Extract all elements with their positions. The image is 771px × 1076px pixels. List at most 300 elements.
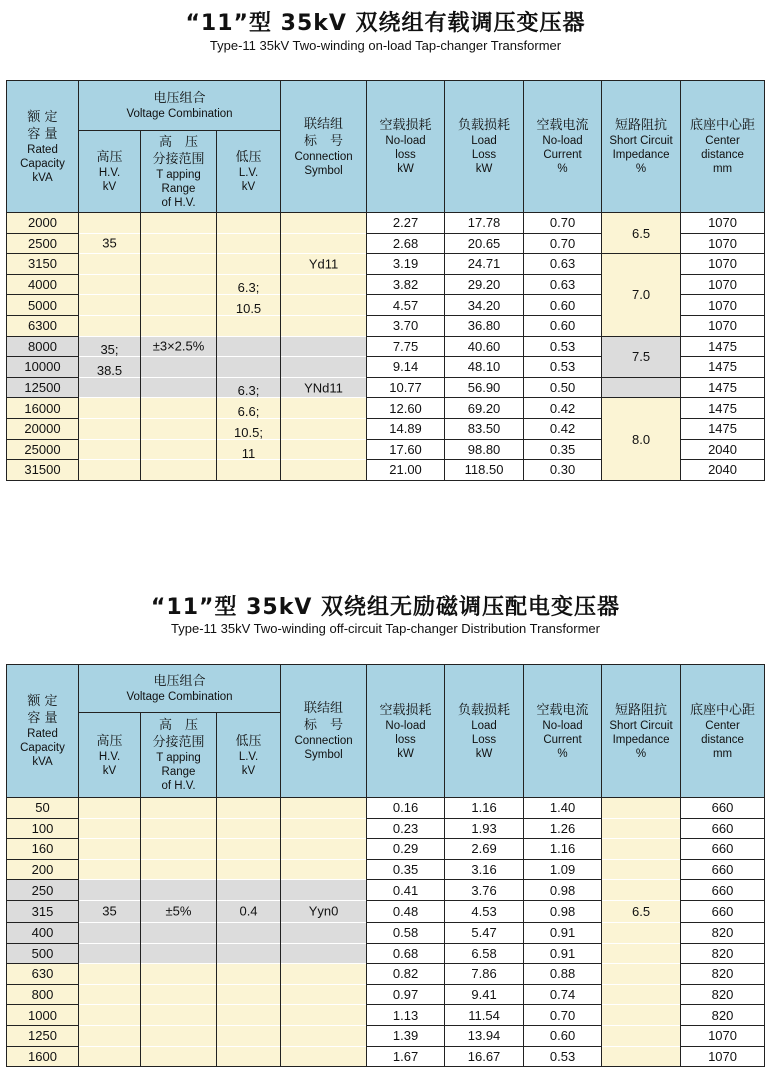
capacity-cell: 8000 bbox=[7, 336, 79, 357]
load-loss-cell: 11.54 bbox=[445, 1005, 524, 1026]
lv-cell bbox=[217, 274, 281, 316]
merged-value bbox=[79, 339, 140, 381]
header-line: mm bbox=[712, 747, 733, 760]
connection-cell bbox=[281, 839, 367, 860]
merged-line: ±3×2.5% bbox=[152, 338, 205, 354]
hv-cell bbox=[79, 1025, 141, 1046]
header-line: Center bbox=[705, 719, 740, 732]
table2 bbox=[6, 664, 765, 1067]
hv-cell bbox=[79, 315, 141, 336]
connection-cell bbox=[281, 233, 367, 254]
tap-range-cell bbox=[141, 398, 217, 419]
load-loss-header bbox=[445, 81, 524, 213]
center-distance-cell: 660 bbox=[681, 798, 765, 819]
noload-current-cell: 0.42 bbox=[524, 418, 602, 439]
load-loss-cell: 5.47 bbox=[445, 922, 524, 943]
tap-range-cell bbox=[141, 900, 217, 922]
lv-cell bbox=[217, 1025, 281, 1046]
impedance-cell: 7.5 bbox=[602, 336, 681, 377]
header-line: 标 号 bbox=[304, 718, 344, 733]
header-line: mm bbox=[712, 163, 733, 175]
header-line: 联结组 bbox=[304, 116, 344, 132]
table2-title-zh: “11”型 35kV 双绕组无励磁调压配电变压器 bbox=[150, 595, 621, 620]
merged-line: 6.5 bbox=[631, 903, 651, 919]
noload-current-cell: 0.70 bbox=[524, 1005, 602, 1026]
table-row bbox=[7, 900, 765, 922]
center-distance-cell: 660 bbox=[681, 818, 765, 839]
noload-loss-cell: 10.77 bbox=[367, 377, 445, 398]
center-distance-cell: 660 bbox=[681, 859, 765, 880]
merged-line: 35 bbox=[102, 235, 117, 251]
capacity-cell: 12500 bbox=[7, 377, 79, 398]
capacity-cell: 1000 bbox=[7, 1005, 79, 1026]
merged-line: 6.6; bbox=[237, 403, 260, 419]
connection-cell bbox=[281, 274, 367, 295]
center-distance-cell: 1070 bbox=[681, 274, 765, 295]
header-line: No-load bbox=[542, 135, 583, 147]
header-line: 联结组 bbox=[304, 701, 344, 716]
header-line: of H.V. bbox=[161, 196, 196, 209]
noload-current-cell: 0.88 bbox=[524, 964, 602, 985]
impedance-cell bbox=[602, 880, 681, 901]
center-distance-cell: 1070 bbox=[681, 213, 765, 234]
header-line: 高压 bbox=[96, 150, 123, 165]
merged-line: 6.3; bbox=[237, 279, 260, 295]
noload-loss-cell: 12.60 bbox=[367, 398, 445, 419]
capacity-cell: 250 bbox=[7, 880, 79, 901]
center-distance-cell: 660 bbox=[681, 900, 765, 922]
lv-cell bbox=[217, 943, 281, 964]
noload-loss-cell: 7.75 bbox=[367, 336, 445, 357]
noload-loss-cell: 0.29 bbox=[367, 839, 445, 860]
header-line: Capacity bbox=[20, 157, 65, 170]
header-line: Current bbox=[543, 149, 582, 161]
noload-loss-cell: 21.00 bbox=[367, 460, 445, 481]
hv-cell bbox=[79, 439, 141, 460]
connection-cell bbox=[281, 377, 367, 398]
hv-cell bbox=[79, 1005, 141, 1026]
header-line: loss bbox=[395, 149, 416, 161]
load-loss-cell: 17.78 bbox=[445, 213, 524, 234]
noload-current-cell: 1.26 bbox=[524, 818, 602, 839]
table-row bbox=[7, 213, 765, 234]
noload-loss-cell: 3.19 bbox=[367, 254, 445, 275]
header-line: 高 压 bbox=[158, 134, 198, 150]
hv-cell bbox=[79, 336, 141, 378]
hv-cell bbox=[79, 984, 141, 1005]
hv-cell bbox=[79, 900, 141, 922]
impedance-header bbox=[602, 81, 681, 213]
hv-cell bbox=[79, 233, 141, 254]
header-line: Short Circuit bbox=[609, 719, 673, 732]
lv-cell bbox=[217, 1005, 281, 1026]
table-row bbox=[7, 818, 765, 839]
hv-cell bbox=[79, 922, 141, 943]
capacity-cell: 6300 bbox=[7, 315, 79, 336]
table1-title-en: Type-11 35kV Two-winding on-load Tap-changer Transformer bbox=[209, 38, 562, 53]
noload-current-cell: 0.91 bbox=[524, 922, 602, 943]
lv-cell bbox=[217, 336, 281, 357]
connection-cell bbox=[281, 295, 367, 316]
noload-loss-cell: 0.16 bbox=[367, 798, 445, 819]
center-distance-cell: 820 bbox=[681, 1005, 765, 1026]
connection-cell bbox=[281, 922, 367, 943]
center-distance-cell: 1070 bbox=[681, 1046, 765, 1067]
impedance-cell bbox=[602, 900, 681, 922]
header-line: 负载损耗 bbox=[458, 118, 511, 133]
noload-loss-cell: 0.23 bbox=[367, 818, 445, 839]
noload-current-cell: 0.63 bbox=[524, 274, 602, 295]
center-distance-cell: 1070 bbox=[681, 315, 765, 336]
load-loss-cell: 40.60 bbox=[445, 336, 524, 357]
lv-cell bbox=[217, 900, 281, 922]
tap-range-cell bbox=[141, 439, 217, 460]
header-line: kW bbox=[397, 747, 414, 760]
noload-loss-cell: 0.41 bbox=[367, 880, 445, 901]
header-line: Rated bbox=[27, 143, 58, 156]
load-loss-cell: 69.20 bbox=[445, 398, 524, 419]
tap-range-cell bbox=[141, 798, 217, 819]
tap-range-cell bbox=[141, 295, 217, 316]
tap-range-cell bbox=[141, 377, 217, 398]
header-line: % bbox=[635, 747, 647, 760]
noload-current-cell: 0.70 bbox=[524, 213, 602, 234]
noload-current-cell: 0.53 bbox=[524, 357, 602, 378]
hv-cell bbox=[79, 254, 141, 275]
center-distance-cell: 820 bbox=[681, 964, 765, 985]
header-line: kV bbox=[241, 181, 256, 193]
impedance-cell bbox=[602, 1005, 681, 1026]
capacity-header bbox=[7, 665, 79, 798]
header-line: Loss bbox=[471, 733, 497, 746]
header-line: 低压 bbox=[235, 150, 262, 165]
hv-cell bbox=[79, 1046, 141, 1067]
header-line: Range bbox=[161, 182, 196, 195]
connection-cell bbox=[281, 1025, 367, 1046]
noload-loss-cell: 1.39 bbox=[367, 1025, 445, 1046]
noload-loss-header bbox=[367, 665, 445, 798]
load-loss-cell: 98.80 bbox=[445, 439, 524, 460]
header-line: 分接范围 bbox=[152, 735, 205, 750]
load-loss-cell: 56.90 bbox=[445, 377, 524, 398]
capacity-cell: 2500 bbox=[7, 233, 79, 254]
connection-cell bbox=[281, 859, 367, 880]
noload-loss-cell: 0.58 bbox=[367, 922, 445, 943]
load-loss-header bbox=[445, 665, 524, 798]
impedance-cell bbox=[602, 859, 681, 880]
load-loss-cell: 9.41 bbox=[445, 984, 524, 1005]
capacity-cell: 3150 bbox=[7, 254, 79, 275]
header-line: distance bbox=[701, 149, 744, 161]
header-line: L.V. bbox=[238, 750, 259, 763]
center-distance-cell: 660 bbox=[681, 839, 765, 860]
header-row bbox=[7, 665, 765, 713]
impedance-cell bbox=[602, 377, 681, 398]
merged-value bbox=[217, 380, 280, 464]
capacity-cell: 5000 bbox=[7, 295, 79, 316]
header-line: 电压组合 bbox=[153, 91, 206, 106]
noload-loss-cell: 17.60 bbox=[367, 439, 445, 460]
merged-line: 10.5; bbox=[234, 424, 263, 440]
tap-range-cell bbox=[141, 336, 217, 357]
header-line: kVA bbox=[32, 171, 53, 184]
header-line: Voltage Combination bbox=[126, 108, 233, 120]
noload-loss-cell: 0.82 bbox=[367, 964, 445, 985]
noload-loss-cell: 2.68 bbox=[367, 233, 445, 254]
load-loss-cell: 2.69 bbox=[445, 839, 524, 860]
table-row bbox=[7, 922, 765, 943]
header-line: loss bbox=[395, 733, 416, 746]
connection-header bbox=[281, 81, 367, 213]
table-row bbox=[7, 1025, 765, 1046]
hv-header bbox=[79, 131, 141, 213]
header-line: 低压 bbox=[235, 733, 262, 749]
header-line: Short Circuit bbox=[609, 135, 673, 147]
capacity-cell: 25000 bbox=[7, 439, 79, 460]
merged-value bbox=[141, 901, 216, 922]
noload-loss-cell: 14.89 bbox=[367, 418, 445, 439]
header-line: kV bbox=[241, 764, 256, 777]
header-line: Impedance bbox=[612, 149, 670, 161]
tap-range-header bbox=[141, 713, 217, 798]
noload-current-cell: 0.74 bbox=[524, 984, 602, 1005]
tap-range-header bbox=[141, 131, 217, 213]
noload-current-cell: 0.30 bbox=[524, 460, 602, 481]
capacity-cell: 160 bbox=[7, 839, 79, 860]
impedance-header bbox=[602, 665, 681, 798]
connection-cell bbox=[281, 964, 367, 985]
noload-loss-cell: 4.57 bbox=[367, 295, 445, 316]
noload-loss-cell: 2.27 bbox=[367, 213, 445, 234]
noload-current-cell: 0.70 bbox=[524, 233, 602, 254]
table-row bbox=[7, 1046, 765, 1067]
lv-cell bbox=[217, 233, 281, 254]
center-distance-cell: 1070 bbox=[681, 295, 765, 316]
header-line: 底座中心距 bbox=[690, 702, 756, 718]
noload-loss-cell: 0.97 bbox=[367, 984, 445, 1005]
capacity-cell: 20000 bbox=[7, 418, 79, 439]
header-line: Load bbox=[471, 719, 497, 732]
center-distance-cell: 1070 bbox=[681, 1025, 765, 1046]
connection-cell bbox=[281, 943, 367, 964]
lv-cell bbox=[217, 839, 281, 860]
header-line: of H.V. bbox=[161, 780, 196, 792]
load-loss-cell: 3.76 bbox=[445, 880, 524, 901]
center-distance-cell: 1475 bbox=[681, 357, 765, 378]
tap-range-cell bbox=[141, 233, 217, 254]
connection-cell bbox=[281, 984, 367, 1005]
header-line: 空载损耗 bbox=[379, 118, 432, 133]
header-line: Load bbox=[471, 135, 497, 147]
load-loss-cell: 1.93 bbox=[445, 818, 524, 839]
capacity-cell: 1600 bbox=[7, 1046, 79, 1067]
impedance-cell bbox=[602, 818, 681, 839]
impedance-cell bbox=[602, 1025, 681, 1046]
load-loss-cell: 3.16 bbox=[445, 859, 524, 880]
load-loss-cell: 48.10 bbox=[445, 357, 524, 378]
capacity-cell: 10000 bbox=[7, 357, 79, 378]
header-line: Symbol bbox=[304, 164, 343, 177]
load-loss-cell: 34.20 bbox=[445, 295, 524, 316]
header-line: L.V. bbox=[238, 167, 259, 179]
merged-line: Yyn0 bbox=[308, 903, 339, 919]
merged-value bbox=[141, 336, 216, 357]
center-distance-cell: 1070 bbox=[681, 254, 765, 275]
connection-cell bbox=[281, 798, 367, 819]
impedance-cell bbox=[602, 943, 681, 964]
noload-current-cell: 0.63 bbox=[524, 254, 602, 275]
noload-current-cell: 1.40 bbox=[524, 798, 602, 819]
load-loss-cell: 7.86 bbox=[445, 964, 524, 985]
capacity-cell: 200 bbox=[7, 859, 79, 880]
merged-line: 0.4 bbox=[239, 903, 258, 919]
noload-current-cell: 0.91 bbox=[524, 943, 602, 964]
tap-range-cell bbox=[141, 839, 217, 860]
header-line: 空载电流 bbox=[536, 702, 589, 718]
header-line: H.V. bbox=[98, 167, 121, 179]
table2-title-en: Type-11 35kV Two-winding off-circuit Tap-changer Distribution Transformer bbox=[171, 621, 600, 636]
load-loss-cell: 16.67 bbox=[445, 1046, 524, 1067]
load-loss-cell: 13.94 bbox=[445, 1025, 524, 1046]
header-line: 短路阻抗 bbox=[615, 702, 668, 718]
capacity-cell: 400 bbox=[7, 922, 79, 943]
impedance-cell bbox=[602, 1046, 681, 1067]
table-row bbox=[7, 880, 765, 901]
lv-cell bbox=[217, 859, 281, 880]
lv-cell bbox=[217, 964, 281, 985]
hv-cell bbox=[79, 839, 141, 860]
tap-range-cell bbox=[141, 1025, 217, 1046]
header-line: distance bbox=[701, 733, 744, 746]
header-line: kW bbox=[475, 163, 493, 175]
noload-loss-cell: 1.13 bbox=[367, 1005, 445, 1026]
load-loss-cell: 118.50 bbox=[445, 460, 524, 481]
tap-range-cell bbox=[141, 943, 217, 964]
header-line: Loss bbox=[471, 149, 497, 161]
load-loss-cell: 29.20 bbox=[445, 274, 524, 295]
connection-cell bbox=[281, 818, 367, 839]
lv-cell bbox=[217, 984, 281, 1005]
merged-value bbox=[281, 377, 366, 398]
load-loss-cell: 6.58 bbox=[445, 943, 524, 964]
hv-cell bbox=[79, 880, 141, 901]
header-line: % bbox=[635, 163, 647, 175]
table1 bbox=[6, 80, 765, 481]
center-distance-header bbox=[681, 665, 765, 798]
header-row bbox=[7, 81, 765, 131]
hv-cell bbox=[79, 460, 141, 481]
lv-cell bbox=[217, 377, 281, 461]
header-line: T apping bbox=[156, 752, 201, 764]
tap-range-cell bbox=[141, 357, 217, 378]
center-distance-cell: 1475 bbox=[681, 336, 765, 357]
hv-cell bbox=[79, 798, 141, 819]
noload-current-cell: 0.53 bbox=[524, 1046, 602, 1067]
merged-line: 6.3; bbox=[237, 382, 260, 398]
connection-cell bbox=[281, 1046, 367, 1067]
capacity-cell: 2000 bbox=[7, 213, 79, 234]
connection-cell bbox=[281, 213, 367, 234]
header-line: 容 量 bbox=[27, 126, 58, 142]
connection-cell bbox=[281, 254, 367, 275]
center-distance-cell: 820 bbox=[681, 943, 765, 964]
connection-cell bbox=[281, 357, 367, 378]
header-line: Connection bbox=[294, 150, 353, 163]
capacity-cell: 16000 bbox=[7, 398, 79, 419]
tap-range-cell bbox=[141, 1005, 217, 1026]
tap-range-cell bbox=[141, 254, 217, 275]
hv-cell bbox=[79, 295, 141, 316]
noload-loss-header bbox=[367, 81, 445, 213]
header-line: Symbol bbox=[304, 749, 343, 761]
merged-value bbox=[281, 901, 366, 922]
hv-cell bbox=[79, 943, 141, 964]
capacity-cell: 315 bbox=[7, 900, 79, 922]
header-line: kV bbox=[102, 764, 117, 777]
header-line: Impedance bbox=[612, 733, 670, 746]
header-line: No-load bbox=[385, 719, 426, 732]
header-line: % bbox=[557, 747, 568, 760]
merged-line: 35 bbox=[102, 903, 117, 919]
noload-loss-cell: 9.14 bbox=[367, 357, 445, 378]
voltage-combination-header bbox=[79, 665, 281, 713]
lv-cell bbox=[217, 798, 281, 819]
impedance-cell bbox=[602, 984, 681, 1005]
tap-range-cell bbox=[141, 922, 217, 943]
tap-range-cell bbox=[141, 1046, 217, 1067]
header-line: 空载损耗 bbox=[379, 702, 432, 718]
tap-range-cell bbox=[141, 315, 217, 336]
connection-cell bbox=[281, 315, 367, 336]
noload-current-cell: 0.60 bbox=[524, 1025, 602, 1046]
header-line: 电压组合 bbox=[153, 674, 206, 689]
lv-cell bbox=[217, 213, 281, 234]
table-row bbox=[7, 398, 765, 419]
header-line: Rated bbox=[27, 728, 58, 740]
table1-title-zh: “11”型 35kV 双绕组有载调压变压器 bbox=[185, 11, 586, 36]
capacity-cell: 50 bbox=[7, 798, 79, 819]
hv-cell bbox=[79, 418, 141, 439]
merged-line: 11 bbox=[241, 445, 256, 461]
hv-cell bbox=[79, 818, 141, 839]
impedance-cell bbox=[602, 964, 681, 985]
hv-cell bbox=[79, 213, 141, 234]
connection-cell bbox=[281, 460, 367, 481]
center-distance-cell: 2040 bbox=[681, 460, 765, 481]
connection-header bbox=[281, 665, 367, 798]
table-row bbox=[7, 336, 765, 357]
impedance-cell: 8.0 bbox=[602, 398, 681, 480]
lv-header bbox=[217, 713, 281, 798]
noload-loss-cell: 3.70 bbox=[367, 315, 445, 336]
center-distance-cell: 1475 bbox=[681, 398, 765, 419]
impedance-cell bbox=[602, 798, 681, 819]
header-line: No-load bbox=[542, 719, 583, 732]
noload-current-cell: 0.50 bbox=[524, 377, 602, 398]
connection-cell bbox=[281, 1005, 367, 1026]
tap-range-cell bbox=[141, 859, 217, 880]
tap-range-cell bbox=[141, 418, 217, 439]
table-row bbox=[7, 859, 765, 880]
impedance-cell: 6.5 bbox=[602, 213, 681, 254]
connection-cell bbox=[281, 398, 367, 419]
header-line: 短路阻抗 bbox=[615, 118, 668, 133]
hv-header bbox=[79, 713, 141, 798]
connection-cell bbox=[281, 880, 367, 901]
table-row bbox=[7, 964, 765, 985]
merged-line: 35; bbox=[100, 341, 119, 357]
load-loss-cell: 1.16 bbox=[445, 798, 524, 819]
